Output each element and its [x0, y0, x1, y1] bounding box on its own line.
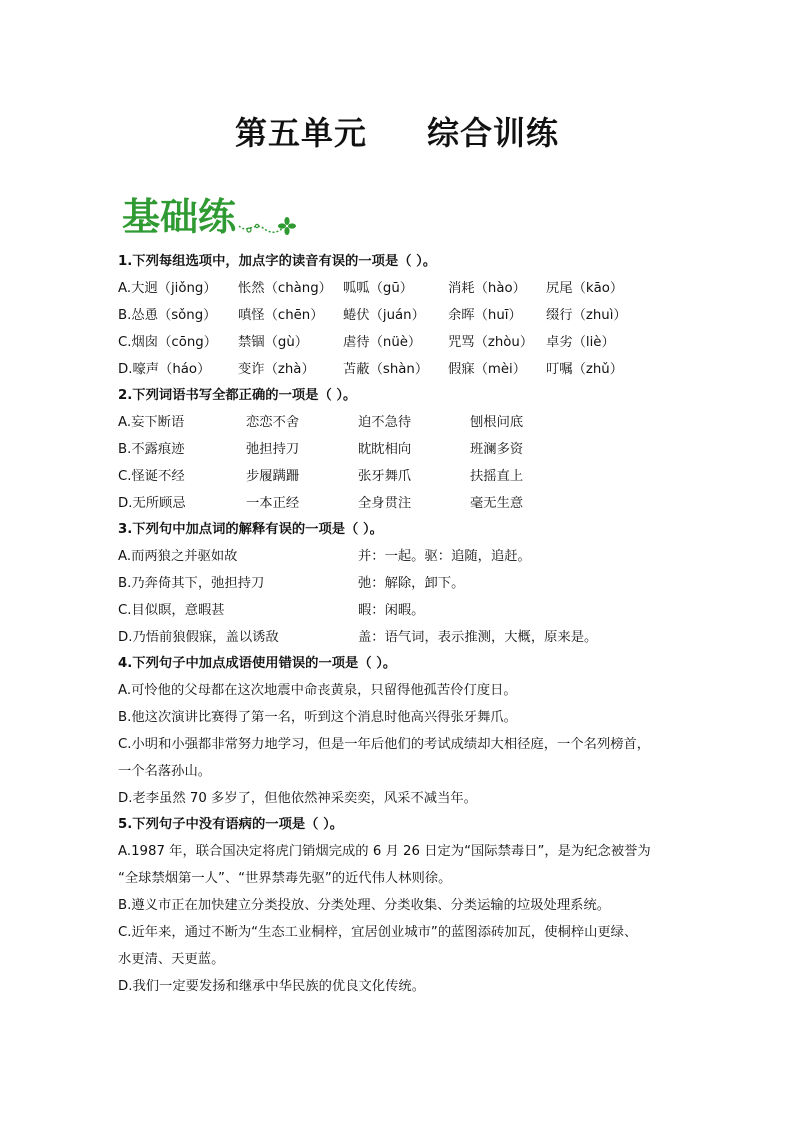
q2-b-item: 班澜多资	[470, 442, 524, 457]
q2-b-item: 弛担持刀	[246, 442, 300, 457]
q3-option-a	[118, 543, 688, 570]
q1-c-item: 虐待（nüè）	[343, 335, 422, 350]
q2-a-item: A.妄下断语	[118, 415, 185, 430]
q3-b-sentence: B.乃奔倚其下，弛担持刀	[118, 576, 265, 591]
q3-c-sentence: C.目似瞑，意暇甚	[118, 603, 225, 618]
q1-a-item: 尻尾（kāo）	[546, 281, 624, 296]
question-4-stem: 4.下列句子中加点成语使用错误的一项是（ ）。	[118, 656, 397, 671]
q2-c-item: 张牙舞爪	[358, 469, 412, 484]
q2-d-item: 全身贯注	[358, 496, 412, 511]
q3-option-d	[118, 624, 688, 651]
q2-c-item: 扶摇直上	[470, 469, 524, 484]
q1-a-item: 消耗（hào）	[448, 281, 526, 296]
q1-option-c	[118, 329, 688, 356]
q5-option-d: D.我们一定要发扬和继承中华民族的优良文化传统。	[118, 979, 425, 994]
q2-option-b	[118, 436, 688, 463]
q2-option-a	[118, 409, 688, 436]
page-title	[0, 108, 794, 154]
q4-option-d: D.老李虽然 70 多岁了，但他依然神采奕奕，风采不减当年。	[118, 791, 477, 806]
q2-d-item: D.无所顾忌	[118, 496, 186, 511]
q2-b-item: B.不露痕迹	[118, 442, 185, 457]
q3-c-gloss: 暇：闲暇。	[358, 603, 425, 618]
q3-d-sentence: D.乃悟前狼假寐，盖以诱敌	[118, 630, 279, 645]
q4-option-c-cont: 一个名落孙山。	[118, 764, 212, 779]
q3-d-gloss: 盖：语气词，表示推测，大概，原来是。	[358, 630, 598, 645]
question-1-stem: 1.下列每组选项中，加点字的读音有误的一项是（ ）。	[118, 254, 437, 269]
q3-option-b	[118, 570, 688, 597]
q2-option-c	[118, 463, 688, 490]
q1-b-item: 余晖（huī）	[448, 308, 522, 323]
q4-option-c: C.小明和小强都非常努力地学习，但是一年后他们的考试成绩却大相径庭，一个名列榜首，	[118, 737, 651, 752]
q1-option-a	[118, 275, 688, 302]
q2-a-item: 恋恋不舍	[246, 415, 300, 430]
q2-c-item: C.怪诞不经	[118, 469, 185, 484]
q4-option-b: B.他这次演讲比赛得了第一名，听到这个消息时他高兴得张牙舞爪。	[118, 710, 517, 725]
q5-option-a-cont: “全球禁烟第一人”、“世界禁毒先驱”的近代伟人林则徐。	[118, 871, 452, 886]
section-label: 基础练	[122, 195, 237, 239]
q1-c-item: 禁锢（gù）	[238, 335, 309, 350]
q2-d-item: 一本正经	[246, 496, 300, 511]
q1-option-b	[118, 302, 688, 329]
q1-a-item: 呱呱（gū）	[343, 281, 414, 296]
q1-b-item: B.怂恿（sǒng）	[118, 308, 217, 323]
exercise-content	[118, 249, 688, 1000]
q1-c-item: 卓劣（liè）	[546, 335, 615, 350]
q2-a-item: 迫不急待	[358, 415, 412, 430]
title-topic: 综合训练	[427, 114, 560, 152]
q3-a-gloss: 并：一起。驱：追随，追赶。	[358, 549, 531, 564]
q4-options	[118, 677, 688, 812]
q3-option-c	[118, 597, 688, 624]
q1-d-item: D.嚎声（háo）	[118, 362, 211, 377]
q1-a-item: 怅然（chàng）	[238, 281, 332, 296]
title-unit: 第五单元	[234, 114, 367, 152]
question-2-stem: 2.下列词语书写全都正确的一项是（ ）。	[118, 388, 357, 403]
q1-c-item: C.烟囱（cōng）	[118, 335, 218, 350]
q1-d-item: 叮嘱（zhǔ）	[546, 362, 624, 377]
q2-a-item: 刨根问底	[470, 415, 524, 430]
vine-flourish-icon	[237, 204, 297, 236]
q2-option-d	[118, 490, 688, 517]
q5-options	[118, 838, 688, 1000]
q1-b-item: 缀行（zhuì）	[546, 308, 627, 323]
q1-c-item: 咒骂（zhòu）	[448, 335, 534, 350]
q4-option-a: A.可怜他的父母都在这次地震中命丧黄泉，只留得他孤苦伶仃度日。	[118, 683, 517, 698]
q2-b-item: 眈眈相向	[358, 442, 412, 457]
q3-a-sentence: A.而两狼之并驱如故	[118, 549, 238, 564]
q1-b-item: 蜷伏（juán）	[343, 308, 425, 323]
q2-d-item: 毫无生意	[470, 496, 524, 511]
q1-d-item: 假寐（mèi）	[448, 362, 527, 377]
q1-option-d	[118, 356, 688, 383]
q5-option-c-cont: 水更清、天更蓝。	[118, 952, 225, 967]
q3-b-gloss: 弛：解除，卸下。	[358, 576, 465, 591]
q5-option-c: C.近年来，通过不断为“生态工业桐梓，宜居创业城市”的蓝图添砖加瓦，使桐梓山更绿、	[118, 925, 638, 940]
q5-option-a: A.1987 年，联合国决定将虎门销烟完成的 6 月 26 日定为“国际禁毒日”，是为纪念被誉为	[118, 844, 651, 859]
q1-d-item: 苫蔽（shàn）	[343, 362, 429, 377]
q2-c-item: 步履蹒跚	[246, 469, 300, 484]
question-3-stem: 3.下列句中加点词的解释有误的一项是（ ）。	[118, 522, 383, 537]
section-badge	[122, 186, 302, 238]
q5-option-b: B.遵义市正在加快建立分类投放、分类处理、分类收集、分类运输的垃圾处理系统。	[118, 898, 611, 913]
question-5-stem: 5.下列句子中没有语病的一项是（ ）。	[118, 817, 344, 832]
q1-a-item: A.大迥（jiǒng）	[118, 281, 217, 296]
q1-d-item: 变诈（zhà）	[238, 362, 315, 377]
q1-b-item: 嗔怪（chēn）	[238, 308, 324, 323]
